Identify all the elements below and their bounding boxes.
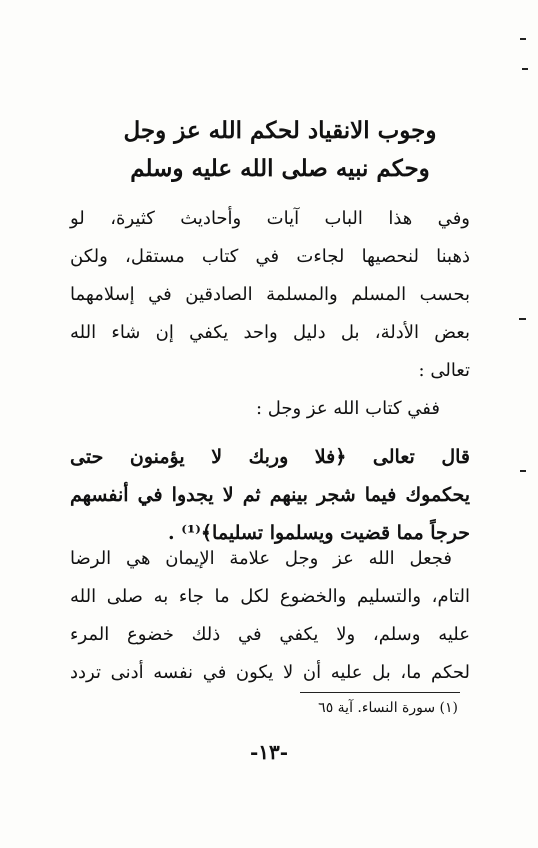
quran-verse [70,438,470,552]
edge-mark [519,318,526,320]
text-line: بحسب المسلم والمسلمة الصادقين في إسلامهما [70,284,470,305]
edge-mark [522,68,528,70]
text-line: بعض الأدلة، بل دليل واحد يكفي إن شاء الله [70,322,470,343]
text-line: فجعل الله عز وجل علامة الإيمان هي الرضا [70,548,452,569]
section-label [70,390,470,428]
text-line: ففي كتاب الله عز وجل : [255,398,440,419]
text-line: تعالى : [418,360,470,381]
verse-line: قال تعالى ﴿فلا وربك لا يؤمنون حتى [70,446,470,468]
edge-mark [520,470,526,472]
body-paragraph [70,540,470,692]
text-line: ذهبنا لنحصيها لجاءت في كتاب مستقل، ولكن [70,246,470,267]
text-line: لحكم ما، بل عليه أن لا يكون في نفسه أدنى تردد [70,662,470,683]
chapter-title-line-1: وجوب الانقياد لحكم الله عز وجل [123,117,437,144]
intro-paragraph [70,200,470,390]
text-line: التام، والتسليم والخضوع لكل ما جاء به صلى الله [70,586,470,607]
chapter-title [90,112,470,188]
verse-line: حرجاً مما قضيت ويسلموا تسليما﴾⁽¹⁾ . [168,522,470,544]
footnote: (١) سورة النساء. آية ٦٥ [318,700,458,716]
text-line: وفي هذا الباب آيات وأحاديث كثيرة، لو [70,208,470,229]
text-line: عليه وسلم، ولا يكفي في ذلك خضوع المرء [70,624,470,645]
verse-line: يحكموك فيما شجر بينهم ثم لا يجدوا في أنفسهم [70,484,470,506]
chapter-title-line-2: وحكم نبيه صلى الله عليه وسلم [130,155,430,182]
page-number: -١٣- [249,740,289,764]
footnote-divider [300,692,460,693]
edge-mark [520,38,526,40]
